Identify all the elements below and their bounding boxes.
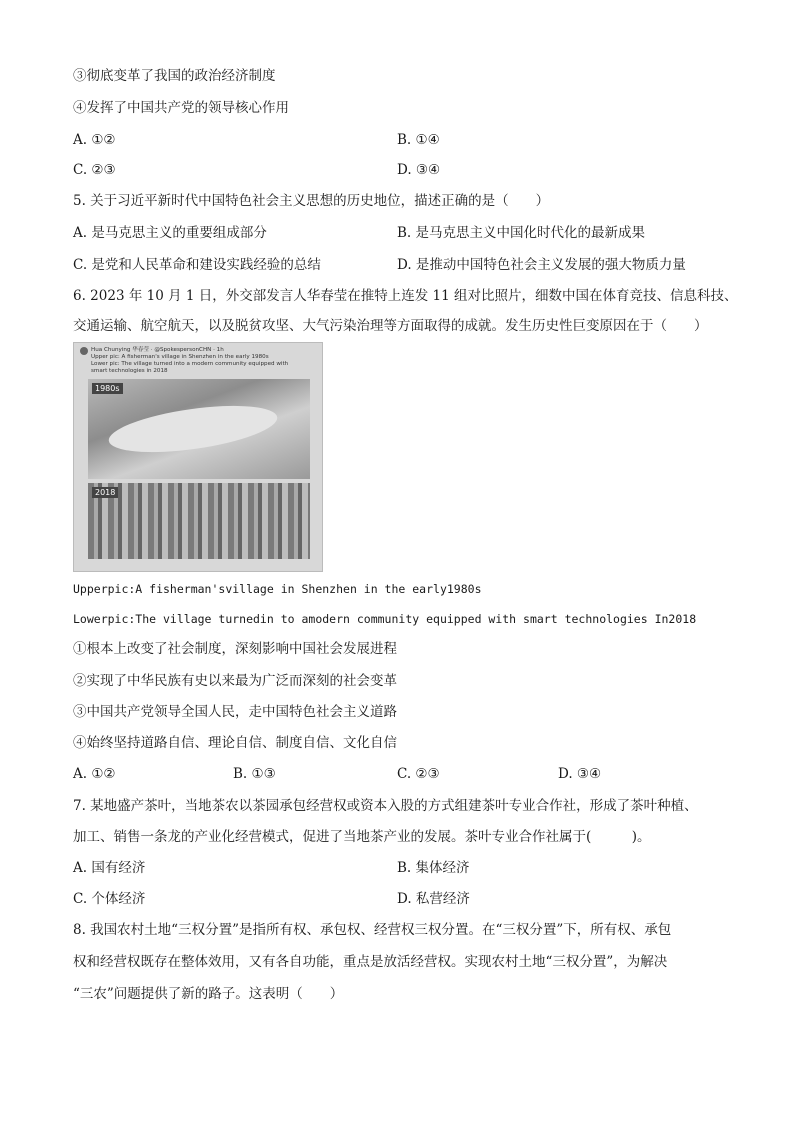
caption-upper: Upperpic:A fisherman'svillage in Shenzhen in the early1980s <box>73 582 482 596</box>
photo-2018 <box>88 483 310 559</box>
q6-option-4: ④始终坚持道路自信、理论自信、制度自信、文化自信 <box>73 735 397 751</box>
q5-stem: 5. 关于习近平新时代中国特色社会主义思想的历史地位，描述正确的是（ ） <box>73 193 550 209</box>
q6-choice-a: A. ①② <box>73 766 116 782</box>
q8-stem-line-2: 权和经营权既存在整体效用，又有各自功能，重点是放活经营权。实现农村土地“三权分置”，为解决 <box>73 954 668 970</box>
q7-stem-line-1: 7. 某地盛产茶叶，当地茶农以茶园承包经营权或资本入股的方式组建茶叶专业合作社，形成了茶叶种植、 <box>73 798 698 814</box>
q5-choice-d: D. 是推动中国特色社会主义发展的强大物质力量 <box>397 257 686 273</box>
q6-choice-d: D. ③④ <box>558 766 602 782</box>
q6-option-2: ②实现了中华民族有史以来最为广泛而深刻的社会变革 <box>73 673 397 689</box>
tweet-author: Hua Chunying 华春莹 · @SpokespersonCHN · 1h <box>91 347 224 353</box>
river-shape <box>106 397 280 460</box>
photo-1980s <box>88 379 310 479</box>
q4-choice-d: D. ③④ <box>397 162 441 178</box>
tweet-text-1: Upper pic: A fisherman's village in Shenzhen in the early 1980s <box>91 354 269 360</box>
q6-option-3: ③中国共产党领导全国人民，走中国特色社会主义道路 <box>73 704 397 720</box>
q5-choice-a: A. 是马克思主义的重要组成部分 <box>73 225 267 241</box>
q6-option-1: ①根本上改变了社会制度，深刻影响中国社会发展进程 <box>73 641 397 657</box>
q8-stem-line-1: 8. 我国农村土地“三权分置”是指所有权、承包权、经营权三权分置。在“三权分置”下，所有权、承包 <box>73 922 672 938</box>
q4-choice-c: C. ②③ <box>73 162 116 178</box>
q7-choice-c: C. 个体经济 <box>73 891 146 907</box>
q6-choice-c: C. ②③ <box>397 766 440 782</box>
q4-choice-a: A. ①② <box>73 132 116 148</box>
q4-option-3: ③彻底变革了我国的政治经济制度 <box>73 68 276 84</box>
badge-1980s: 1980s <box>92 383 123 394</box>
q6-stem-line-1: 6. 2023 年 10 月 1 日，外交部发言人华春莹在推特上连发 11 组对比照片，细数中国在体育竞技、信息科技、 <box>73 288 738 304</box>
q7-choice-d: D. 私营经济 <box>397 891 470 907</box>
comparison-photo <box>73 342 323 572</box>
badge-2018: 2018 <box>92 487 118 498</box>
q4-choice-b: B. ①④ <box>397 132 440 148</box>
q5-choice-c: C. 是党和人民革命和建设实践经验的总结 <box>73 257 321 273</box>
q6-choice-b: B. ①③ <box>233 766 276 782</box>
q7-choice-b: B. 集体经济 <box>397 860 470 876</box>
caption-lower: Lowerpic:The village turnedin to amodern community equipped with smart technologies In2018 <box>73 612 697 626</box>
q6-stem-line-2: 交通运输、航空航天，以及脱贫攻坚、大气污染治理等方面取得的成就。发生历史性巨变原因在于（ ） <box>73 318 708 334</box>
q7-stem-line-2: 加工、销售一条龙的产业化经营模式，促进了当地茶产业的发展。茶叶专业合作社属于( )。 <box>73 829 651 845</box>
tweet-header <box>80 347 316 375</box>
q4-option-4: ④发挥了中国共产党的领导核心作用 <box>73 100 289 116</box>
q5-choice-b: B. 是马克思主义中国化时代化的最新成果 <box>397 225 646 241</box>
tweet-text-3: smart technologies in 2018 <box>91 368 168 374</box>
q8-stem-line-3: “三农”问题提供了新的路子。这表明（ ） <box>73 986 344 1002</box>
q7-choice-a: A. 国有经济 <box>73 860 146 876</box>
tweet-text-2: Lower pic: The village turned into a modern community equipped with <box>91 361 289 367</box>
